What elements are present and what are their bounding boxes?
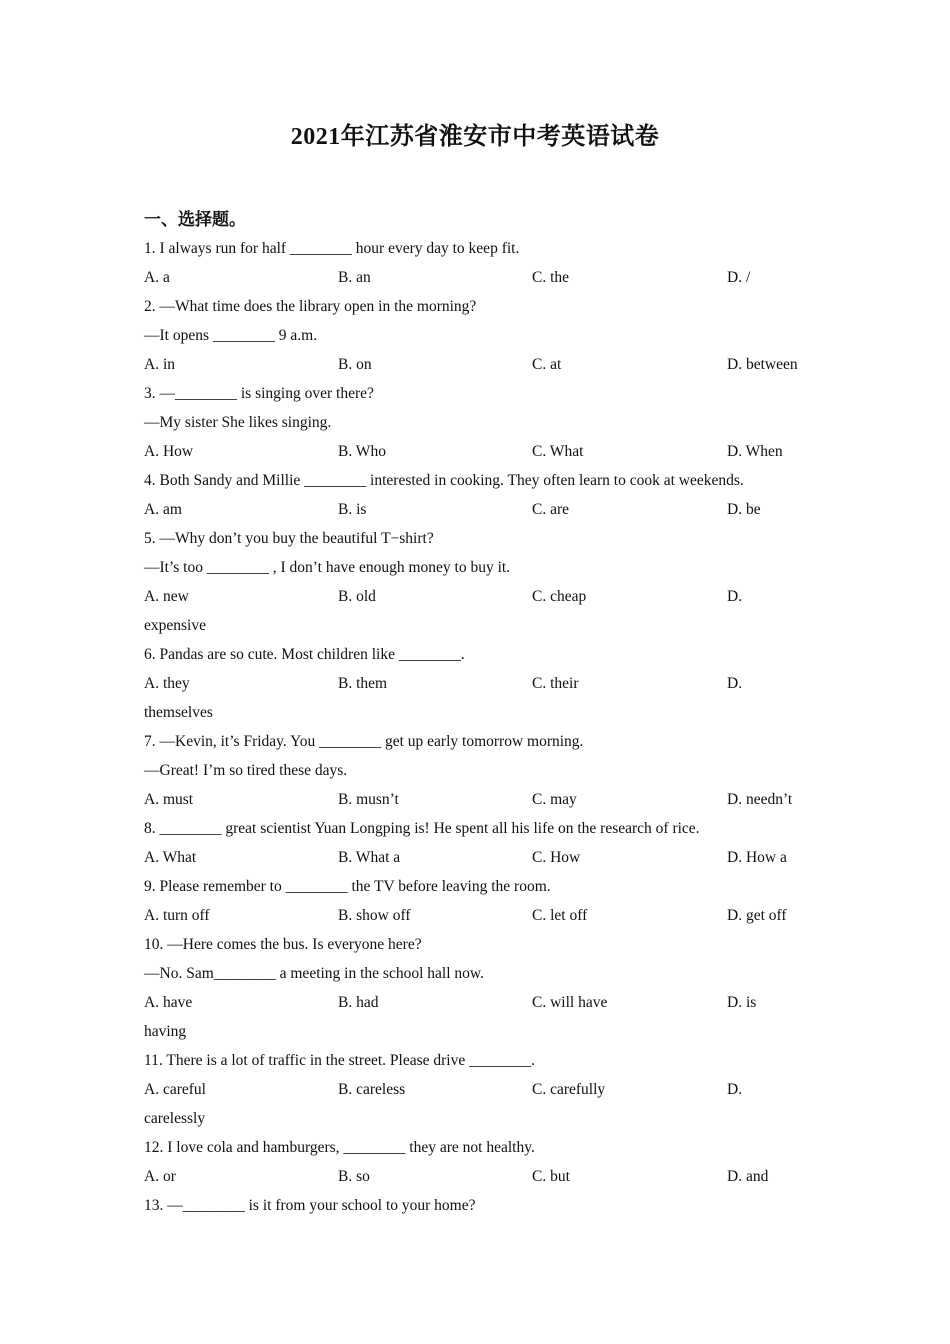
question-stem: 6. Pandas are so cute. Most children like ________. bbox=[144, 646, 465, 663]
option-wrap-text: expensive bbox=[144, 617, 206, 634]
question-dialogue-line: —No. Sam________ a meeting in the school hall now. bbox=[144, 965, 484, 982]
options-row bbox=[144, 843, 844, 872]
question-list bbox=[144, 234, 844, 1220]
question-stem: 1. I always run for half ________ hour every day to keep fit. bbox=[144, 240, 520, 257]
answer-option: B. Who bbox=[338, 443, 386, 460]
question-stem: 3. —________ is singing over there? bbox=[144, 385, 374, 402]
question-dialogue-line: —It’s too ________ , I don’t have enough money to buy it. bbox=[144, 559, 511, 576]
option-wrap-text: having bbox=[144, 1023, 187, 1040]
question-item bbox=[144, 1191, 844, 1220]
answer-option: D. bbox=[727, 588, 743, 605]
question-item bbox=[144, 930, 844, 1046]
answer-option: B. an bbox=[338, 269, 371, 286]
option-wrap-text: carelessly bbox=[144, 1110, 206, 1127]
answer-option: B. is bbox=[338, 501, 367, 518]
options-row bbox=[144, 901, 844, 930]
section-heading: 一、选择题。 bbox=[144, 210, 246, 229]
answer-option: B. careless bbox=[338, 1081, 406, 1098]
question-item bbox=[144, 814, 844, 872]
options-row bbox=[144, 785, 844, 814]
question-item bbox=[144, 524, 844, 640]
answer-option: B. so bbox=[338, 1168, 370, 1185]
answer-option: C. are bbox=[532, 501, 570, 518]
question-item bbox=[144, 379, 844, 466]
option-wrap-text: themselves bbox=[144, 704, 213, 721]
question-stem: 11. There is a lot of traffic in the street. Please drive ________. bbox=[144, 1052, 535, 1069]
question-stem: 8. ________ great scientist Yuan Longping is! He spent all his life on the research of rice. bbox=[144, 820, 700, 837]
options-row bbox=[144, 495, 844, 524]
answer-option: B. old bbox=[338, 588, 376, 605]
question-item bbox=[144, 727, 844, 814]
answer-option: C. at bbox=[532, 356, 562, 373]
answer-option: B. on bbox=[338, 356, 372, 373]
answer-option: A. a bbox=[144, 269, 170, 286]
answer-option: C. their bbox=[532, 675, 579, 692]
question-stem: 9. Please remember to ________ the TV before leaving the room. bbox=[144, 878, 551, 895]
question-dialogue-line: —My sister She likes singing. bbox=[144, 414, 332, 431]
answer-option: D. When bbox=[727, 443, 783, 460]
question-dialogue-line: —It opens ________ 9 a.m. bbox=[144, 327, 318, 344]
question-stem: 10. —Here comes the bus. Is everyone here? bbox=[144, 936, 422, 953]
answer-option: A. turn off bbox=[144, 907, 210, 924]
answer-option: B. musn’t bbox=[338, 791, 399, 808]
answer-option: C. but bbox=[532, 1168, 570, 1185]
page-title: 2021年江苏省淮安市中考英语试卷 bbox=[290, 124, 660, 150]
answer-option: B. had bbox=[338, 994, 379, 1011]
options-row bbox=[144, 669, 844, 698]
answer-option: D. and bbox=[727, 1168, 769, 1185]
options-row bbox=[144, 1162, 844, 1191]
answer-option: A. or bbox=[144, 1168, 176, 1185]
question-item bbox=[144, 872, 844, 930]
answer-option: B. What a bbox=[338, 849, 401, 866]
options-row bbox=[144, 350, 844, 379]
question-item bbox=[144, 1133, 844, 1191]
answer-option: A. in bbox=[144, 356, 175, 373]
answer-option: C. What bbox=[532, 443, 584, 460]
question-stem: 12. I love cola and hamburgers, ________ they are not healthy. bbox=[144, 1139, 535, 1156]
answer-option: C. cheap bbox=[532, 588, 587, 605]
question-item bbox=[144, 640, 844, 727]
answer-option: C. will have bbox=[532, 994, 608, 1011]
answer-option: A. they bbox=[144, 675, 190, 692]
question-item bbox=[144, 234, 844, 292]
question-item bbox=[144, 466, 844, 524]
options-row bbox=[144, 582, 844, 611]
answer-option: A. have bbox=[144, 994, 193, 1011]
answer-option: D. bbox=[727, 675, 743, 692]
answer-option: A. How bbox=[144, 443, 194, 460]
answer-option: B. them bbox=[338, 675, 388, 692]
answer-option: C. carefully bbox=[532, 1081, 606, 1098]
answer-option: A. must bbox=[144, 791, 194, 808]
options-row bbox=[144, 988, 844, 1017]
question-stem: 7. —Kevin, it’s Friday. You ________ get up early tomorrow morning. bbox=[144, 733, 584, 750]
question-item bbox=[144, 1046, 844, 1133]
options-row bbox=[144, 263, 844, 292]
question-stem: 2. —What time does the library open in the morning? bbox=[144, 298, 477, 315]
answer-option: D. needn’t bbox=[727, 791, 793, 808]
answer-option: A. careful bbox=[144, 1081, 206, 1098]
answer-option: D. get off bbox=[727, 907, 787, 924]
answer-option: D. be bbox=[727, 501, 761, 518]
question-stem: 13. —________ is it from your school to your home? bbox=[144, 1197, 476, 1214]
question-item bbox=[144, 292, 844, 379]
answer-option: D. is bbox=[727, 994, 757, 1011]
answer-option: A. new bbox=[144, 588, 189, 605]
answer-option: C. How bbox=[532, 849, 581, 866]
options-row bbox=[144, 1075, 844, 1104]
answer-option: D. between bbox=[727, 356, 798, 373]
answer-option: A. am bbox=[144, 501, 182, 518]
answer-option: B. show off bbox=[338, 907, 411, 924]
question-stem: 5. —Why don’t you buy the beautiful T−shirt? bbox=[144, 530, 434, 547]
options-row bbox=[144, 437, 844, 466]
answer-option: C. the bbox=[532, 269, 570, 286]
question-dialogue-line: —Great! I’m so tired these days. bbox=[144, 762, 348, 779]
answer-option: C. let off bbox=[532, 907, 588, 924]
answer-option: C. may bbox=[532, 791, 577, 808]
answer-option: D. bbox=[727, 1081, 743, 1098]
answer-option: D. How a bbox=[727, 849, 787, 866]
question-stem: 4. Both Sandy and Millie ________ interested in cooking. They often learn to cook at weekends. bbox=[144, 472, 744, 489]
answer-option: A. What bbox=[144, 849, 197, 866]
answer-option: D. / bbox=[727, 269, 751, 286]
